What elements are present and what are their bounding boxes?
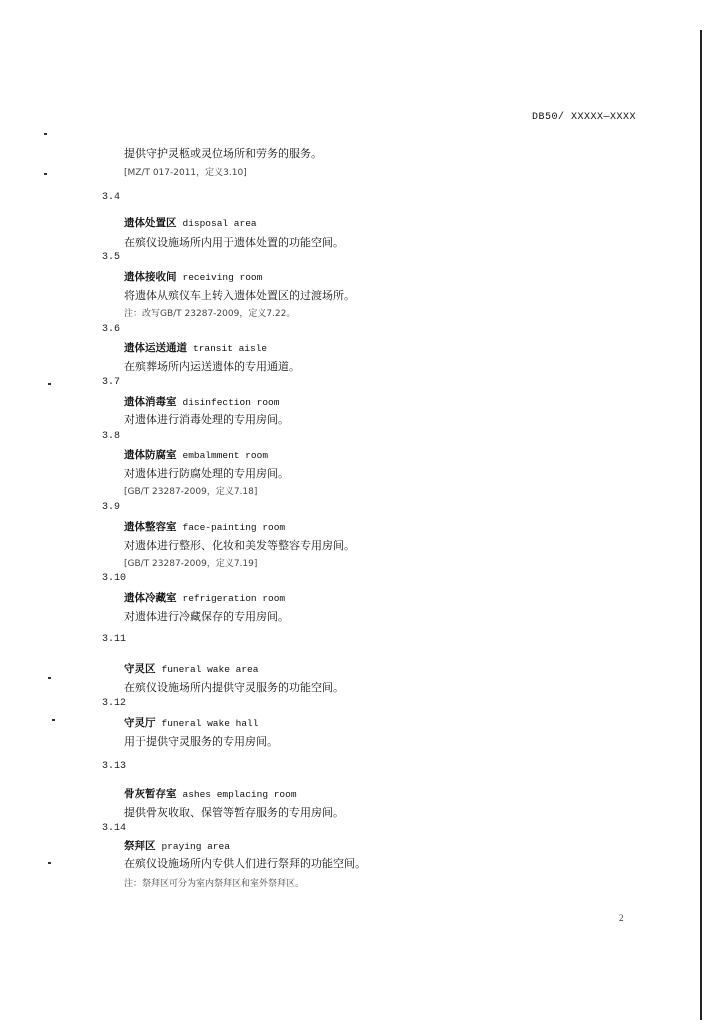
- page-number: 2: [619, 913, 624, 923]
- term-heading: [124, 340, 267, 355]
- scan-speck: [48, 677, 51, 679]
- clause-number: 3.14: [102, 823, 127, 834]
- term-en: refrigeration room: [182, 593, 286, 604]
- term-heading: [124, 519, 285, 534]
- clause-number: 3.7: [102, 377, 121, 388]
- clause-number: 3.4: [102, 192, 121, 203]
- term-en: disinfection room: [182, 397, 280, 408]
- term-en: embalmment room: [182, 450, 269, 461]
- term-heading: [124, 394, 279, 409]
- scan-speck: [48, 862, 51, 864]
- term-heading: [124, 590, 285, 605]
- document-code: DB50/ XXXXX—XXXX: [532, 112, 637, 123]
- clause-number: 3.10: [102, 573, 127, 584]
- definition-text: 在殡仪设施场所内用于遗体处置的功能空间。: [124, 236, 344, 249]
- scan-speck: [44, 133, 47, 135]
- term-zh: 守灵区: [124, 663, 156, 675]
- term-heading: [124, 661, 258, 676]
- definition-text: 对遗体进行消毒处理的专用房间。: [124, 413, 289, 426]
- scan-speck: [48, 383, 51, 385]
- scan-speck: [44, 173, 47, 175]
- term-en: ashes emplacing room: [182, 789, 297, 800]
- definition-text: 对遗体进行整形、化妆和美发等整容专用房间。: [124, 539, 355, 552]
- definition-text: 将遗体从殡仪车上转入遗体处置区的过渡场所。: [124, 289, 355, 302]
- term-zh: 遗体处置区: [124, 217, 177, 229]
- term-zh: 遗体消毒室: [124, 396, 177, 408]
- clause-number: 3.6: [102, 324, 121, 335]
- term-heading: [124, 447, 268, 462]
- term-zh: 遗体运送通道: [124, 342, 187, 354]
- term-zh: 遗体整容室: [124, 521, 177, 533]
- citation-note: [GB/T 23287-2009，定义7.19]: [124, 559, 258, 569]
- clause-number: 3.12: [102, 698, 127, 709]
- term-zh: 骨灰暂存室: [124, 788, 177, 800]
- term-en: face-painting room: [182, 522, 286, 533]
- term-en: transit aisle: [193, 343, 268, 354]
- definition-text: 对遗体进行冷藏保存的专用房间。: [124, 610, 289, 623]
- scan-speck: [52, 719, 55, 721]
- term-heading: [124, 215, 257, 230]
- definition-text: 对遗体进行防腐处理的专用房间。: [124, 467, 289, 480]
- definition-text: 用于提供守灵服务的专用房间。: [124, 735, 278, 748]
- clause-number: 3.13: [102, 761, 127, 772]
- clause-number: 3.5: [102, 252, 121, 263]
- citation-note: [MZ/T 017-2011，定义3.10]: [124, 168, 247, 178]
- term-zh: 守灵厅: [124, 717, 156, 729]
- term-zh: 遗体接收间: [124, 271, 177, 283]
- term-heading: [124, 715, 258, 730]
- term-zh: 祭拜区: [124, 840, 156, 852]
- definition-text: 在殡葬场所内运送遗体的专用通道。: [124, 360, 300, 373]
- clause-number: 3.8: [102, 431, 121, 442]
- term-heading: [124, 269, 262, 284]
- term-en: funeral wake hall: [161, 718, 259, 729]
- citation-note: 注：祭拜区可分为室内祭拜区和室外祭拜区。: [124, 879, 305, 889]
- term-en: funeral wake area: [161, 664, 259, 675]
- term-zh: 遗体防腐室: [124, 449, 177, 461]
- definition-text: 提供守护灵柩或灵位场所和劳务的服务。: [124, 147, 322, 160]
- citation-note: 注：改写GB/T 23287-2009，定义7.22。: [124, 309, 296, 319]
- clause-number: 3.9: [102, 502, 121, 513]
- definition-text: 在殡仪设施场所内提供守灵服务的功能空间。: [124, 681, 344, 694]
- term-heading: [124, 786, 297, 801]
- term-zh: 遗体冷藏室: [124, 592, 177, 604]
- scan-page-edge: [700, 30, 702, 1020]
- term-en: praying area: [161, 841, 230, 852]
- definition-text: 在殡仪设施场所内专供人们进行祭拜的功能空间。: [124, 857, 366, 870]
- term-en: disposal area: [182, 218, 257, 229]
- term-en: receiving room: [182, 272, 263, 283]
- clause-number: 3.11: [102, 634, 127, 645]
- citation-note: [GB/T 23287-2009，定义7.18]: [124, 487, 258, 497]
- definition-text: 提供骨灰收取、保管等暂存服务的专用房间。: [124, 806, 344, 819]
- term-heading: [124, 838, 230, 853]
